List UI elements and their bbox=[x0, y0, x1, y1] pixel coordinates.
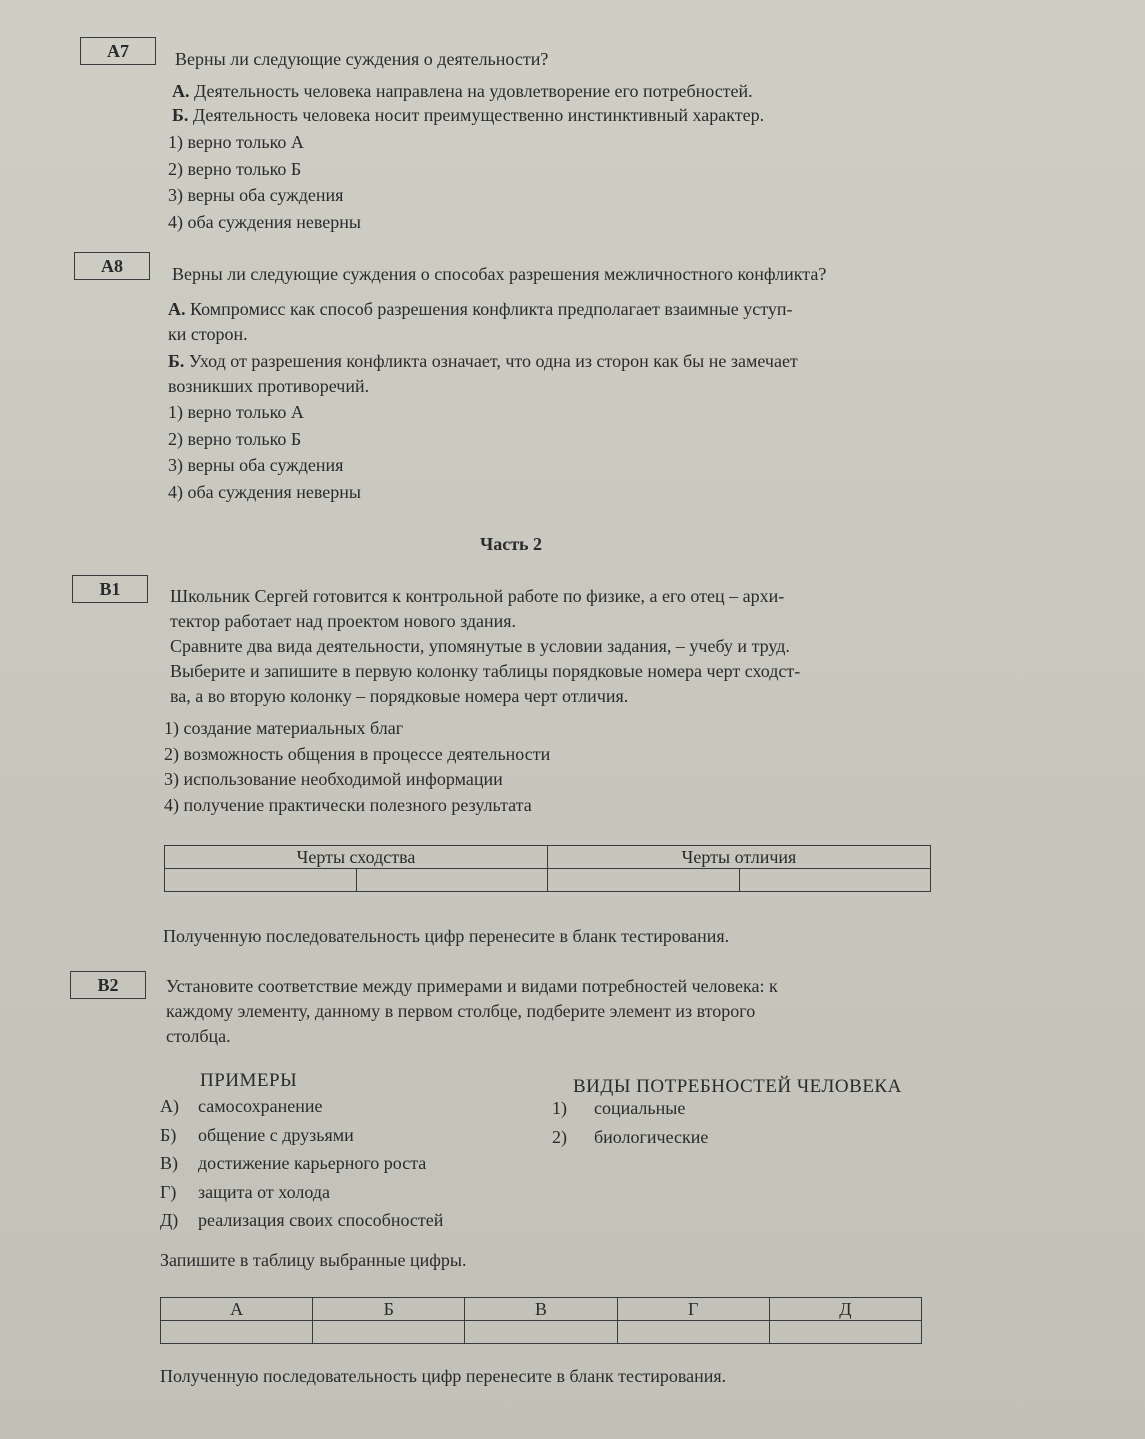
b1-text-line: Сравните два вида деятельности, упомянутые в условии задания, – учебу и труд. bbox=[170, 636, 790, 656]
b1-answer-cell[interactable] bbox=[548, 869, 740, 892]
a8-option: 2) верно только Б bbox=[168, 428, 302, 449]
b2-type-key: 2) bbox=[552, 1126, 567, 1147]
a7-option: 4) оба суждения неверны bbox=[168, 211, 362, 232]
b2-header-cell: А bbox=[161, 1298, 313, 1321]
b2-example-text: реализация своих способностей bbox=[198, 1210, 444, 1230]
question-label-b2: В2 bbox=[70, 971, 146, 999]
a8-statement-b-prefix: Б. bbox=[168, 351, 185, 371]
a7-option: 1) верно только А bbox=[168, 132, 304, 152]
b2-col2-title: ВИДЫ ПОТРЕБНОСТЕЙ ЧЕЛОВЕКА bbox=[573, 1076, 902, 1097]
b1-answer-cell[interactable] bbox=[165, 869, 357, 892]
a8-option: 3) верны оба суждения bbox=[168, 455, 344, 475]
b1-answer-cell[interactable] bbox=[356, 869, 548, 892]
b2-answer-cell[interactable] bbox=[313, 1321, 465, 1344]
b2-example-key: В) bbox=[160, 1153, 178, 1173]
b2-example-item bbox=[160, 1206, 443, 1235]
b2-example-text: достижение карьерного роста bbox=[198, 1153, 427, 1173]
a7-statement-b-prefix: Б. bbox=[172, 105, 189, 125]
b1-option: 4) получение практически полезного результата bbox=[164, 794, 532, 815]
b2-header-cell: Г bbox=[617, 1298, 769, 1321]
a7-option: 3) верны оба суждения bbox=[168, 185, 344, 205]
question-a7-text: Верны ли следующие суждения о деятельности? bbox=[175, 49, 549, 69]
b2-type-text: социальные bbox=[594, 1098, 686, 1118]
b2-type-text: биологические bbox=[594, 1126, 709, 1147]
b2-type-key: 1) bbox=[552, 1098, 567, 1118]
b2-col1-title: ПРИМЕРЫ bbox=[200, 1070, 298, 1091]
b1-answer-cell[interactable] bbox=[739, 869, 931, 892]
b2-answer-cell[interactable] bbox=[465, 1321, 617, 1344]
b2-header-cell: В bbox=[465, 1298, 617, 1321]
a7-statement-b bbox=[172, 103, 764, 128]
a8-option: 4) оба суждения неверны bbox=[168, 481, 362, 502]
question-label-a8: А8 bbox=[74, 252, 150, 280]
question-label-a7: А7 bbox=[80, 37, 156, 65]
b2-answer-cell[interactable] bbox=[161, 1321, 313, 1344]
b1-text-line: тектор работает над проектом нового здания. bbox=[170, 611, 517, 631]
b2-answer-table bbox=[160, 1297, 922, 1344]
a8-statement-a bbox=[168, 297, 792, 347]
a7-option: 2) верно только Б bbox=[168, 158, 302, 179]
b2-example-item bbox=[160, 1121, 443, 1150]
b1-header-similarity: Черты сходства bbox=[165, 846, 548, 869]
b2-header-cell: Б bbox=[313, 1298, 465, 1321]
b2-example-item bbox=[160, 1178, 443, 1207]
b2-type-item bbox=[552, 1094, 708, 1123]
b2-examples-list bbox=[160, 1092, 443, 1235]
b2-example-item bbox=[160, 1149, 443, 1178]
b2-example-key: Г) bbox=[160, 1181, 177, 1202]
a8-statement-b-line2: возникших противоречий. bbox=[168, 376, 370, 396]
a7-statement-a-text: Деятельность человека направлена на удовлетворение его потребностей. bbox=[194, 81, 753, 101]
b2-text-line: столбца. bbox=[166, 1026, 231, 1046]
b2-text-line: Установите соответствие между примерами и видами потребностей человека: к bbox=[166, 976, 778, 996]
b2-text bbox=[166, 974, 778, 1049]
b1-text-line: Школьник Сергей готовится к контрольной работе по физике, а его отец – архи- bbox=[170, 586, 785, 606]
b2-example-text: общение с друзьями bbox=[198, 1124, 354, 1145]
a7-statement-b-text: Деятельность человека носит преимущественно инстинктивный характер. bbox=[192, 105, 765, 125]
a8-statement-b bbox=[168, 349, 798, 399]
b2-text-line: каждому элементу, данному в первом столбце, подберите элемент из второго bbox=[166, 1001, 756, 1021]
b2-answer-cell[interactable] bbox=[617, 1321, 769, 1344]
a7-statement-a bbox=[172, 79, 753, 104]
b1-option: 2) возможность общения в процессе деятельности bbox=[164, 743, 551, 764]
b1-option: 3) использование необходимой информации bbox=[164, 769, 503, 789]
b2-example-item bbox=[160, 1092, 443, 1121]
b1-header-difference: Черты отличия bbox=[548, 846, 931, 869]
b1-options bbox=[164, 716, 550, 818]
b2-type-item bbox=[552, 1123, 708, 1152]
question-a8-text: Верны ли следующие суждения о способах разрешения межличностного конфликта? bbox=[172, 264, 827, 284]
question-label-b1: В1 bbox=[72, 575, 148, 603]
a8-options bbox=[168, 399, 361, 505]
b2-example-key: Д) bbox=[160, 1210, 179, 1230]
a8-option: 1) верно только А bbox=[168, 402, 304, 422]
a7-options bbox=[168, 129, 361, 235]
b2-example-key: Б) bbox=[160, 1124, 177, 1145]
b2-example-text: самосохранение bbox=[198, 1096, 323, 1116]
b2-transfer-note: Полученную последовательность цифр перенесите в бланк тестирования. bbox=[160, 1366, 727, 1386]
a8-statement-a-prefix: А. bbox=[168, 299, 186, 319]
b2-example-key: А) bbox=[160, 1096, 179, 1116]
a7-statement-a-prefix: А. bbox=[172, 81, 190, 101]
part2-title: Часть 2 bbox=[480, 534, 543, 554]
b1-text-line: Выберите и запишите в первую колонку таблицы порядковые номера черт сходст- bbox=[170, 661, 801, 681]
b1-text-line: ва, а во вторую колонку – порядковые номера черт отличия. bbox=[170, 686, 629, 706]
a8-statement-a-line2: ки сторон. bbox=[168, 324, 248, 344]
b2-example-text: защита от холода bbox=[198, 1181, 330, 1202]
b2-header-cell: Д bbox=[769, 1298, 921, 1321]
b1-transfer-note: Полученную последовательность цифр перенесите в бланк тестирования. bbox=[163, 926, 730, 946]
a8-statement-b-line1: Уход от разрешения конфликта означает, что одна из сторон как бы не замечает bbox=[188, 351, 798, 371]
b1-answer-table bbox=[164, 845, 931, 892]
b2-write-note: Запишите в таблицу выбранные цифры. bbox=[160, 1250, 467, 1270]
b1-option: 1) создание материальных благ bbox=[164, 718, 404, 738]
b2-answer-cell[interactable] bbox=[769, 1321, 921, 1344]
b2-types-list bbox=[552, 1094, 708, 1151]
b1-text bbox=[170, 584, 800, 709]
a8-statement-a-line1: Компромисс как способ разрешения конфликта предполагает взаимные уступ- bbox=[190, 299, 793, 319]
